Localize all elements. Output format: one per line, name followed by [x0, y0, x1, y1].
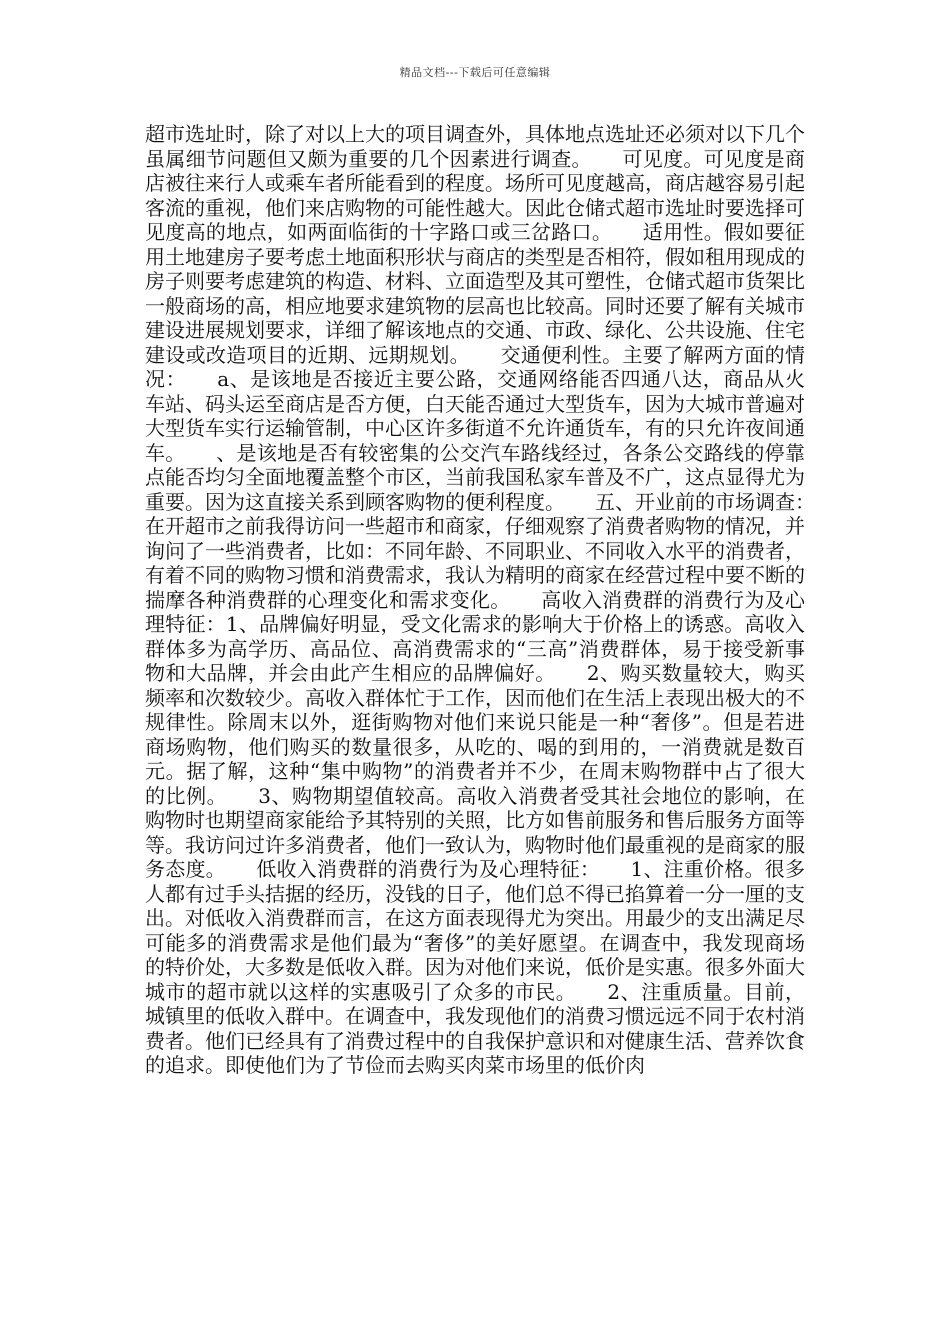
- body-paragraph: 超市选址时，除了对以上大的项目调查外，具体地点选址还必须对以下几个虽属细节问题但又颇为重要的几个因素进行调查。 可见度。可见度是商店被往来行人或乘车者所能看到的程度。场所可见度越高，商店越容易引起客流的重视，他们来店购物的可能性越大。因此仓储式超市选址时要选择可见度高的地点，如两面临街的十字路口或三岔路口。 适用性。假如要征用土地建房子要考虑土地面积形状与商店的类型是否相符，假如租用现成的房子则要考虑建筑的构造、材料、立面造型及其可塑性，仓储式超市货架比一般商场的高，相应地要求建筑物的层高也比较高。同时还要了解有关城市建设进展规划要求，详细了解该地点的交通、市政、绿化、公共设施、住宅建设或改造项目的近期、远期规划。 交通便利性。主要了解两方面的情况： a、是该地是否接近主要公路，交通网络能否四通八达，商品从火车站、码头运至商店是否方便，白天能否通过大型货车，因为大城市普遍对大型货车实行运输管制，中心区许多街道不允许通货车，有的只允许夜间通车。 、是该地是否有较密集的公交汽车路线经过，各条公交路线的停靠点能否均匀全面地覆盖整个市区，当前我国私家车普及不广，这点显得尤为重要。因为这直接关系到顾客购物的便利程度。 五、开业前的市场调查： 在开超市之前我得访问一些超市和商家，仔细观察了消费者购物的情况，并询问了一些消费者，比如：不同年龄、不同职业、不同收入水平的消费者，有着不同的购物习惯和消费需求，我认为精明的商家在经营过程中要不断的揣摩各种消费群的心理变化和需求变化。 高收入消费群的消费行为及心理特征：1、品牌偏好明显，受文化需求的影响大于价格上的诱惑。高收入群体多为高学历、高品位、高消费需求的“三高”消费群体，易于接受新事物和大品牌，并会由此产生相应的品牌偏好。 2、购买数量较大，购买频率和次数较少。高收入群体忙于工作，因而他们在生活上表现出极大的不规律性。除周末以外，逛街购物对他们来说只能是一种“奢侈”。但是若进商场购物，他们购买的数量很多，从吃的、喝的到用的，一消费就是数百元。据了解，这种“集中购物”的消费者并不少，在周末购物群中占了很大的比例。 3、购物期望值较高。高收入消费者受其社会地位的影响，在购物时也期望商家能给予其特别的关照，比方如售前服务和售后服务方面等等。我访问过许多消费者，他们一致认为，购物时他们最重视的是商家的服务态度。 低收入消费群的消费行为及心理特征： 1、注重价格。很多人都有过手头拮据的经历，没钱的日子，他们总不得已掐算着一分一厘的支出。对低收入消费群而言，在这方面表现得尤为突出。用最少的支出满足尽可能多的消费需求是他们最为“奢侈”的美好愿望。在调查中，我发现商场的特价处，大多数是低收入群。因为对他们来说，低价是实惠。很多外面大城市的超市就以这样的实惠吸引了众多的市民。 2、注重质量。目前，城镇里的低收入群中。在调查中，我发现他们的消费习惯远远不同于农村消费者。他们已经具有了消费过程中的自我保护意识和对健康生活、营养饮食的追求。即使他们为了节俭而去购买肉菜市场里的低价肉: [145, 122, 845, 1077]
- page-header: 精品文档---下载后可任意编辑: [399, 66, 551, 79]
